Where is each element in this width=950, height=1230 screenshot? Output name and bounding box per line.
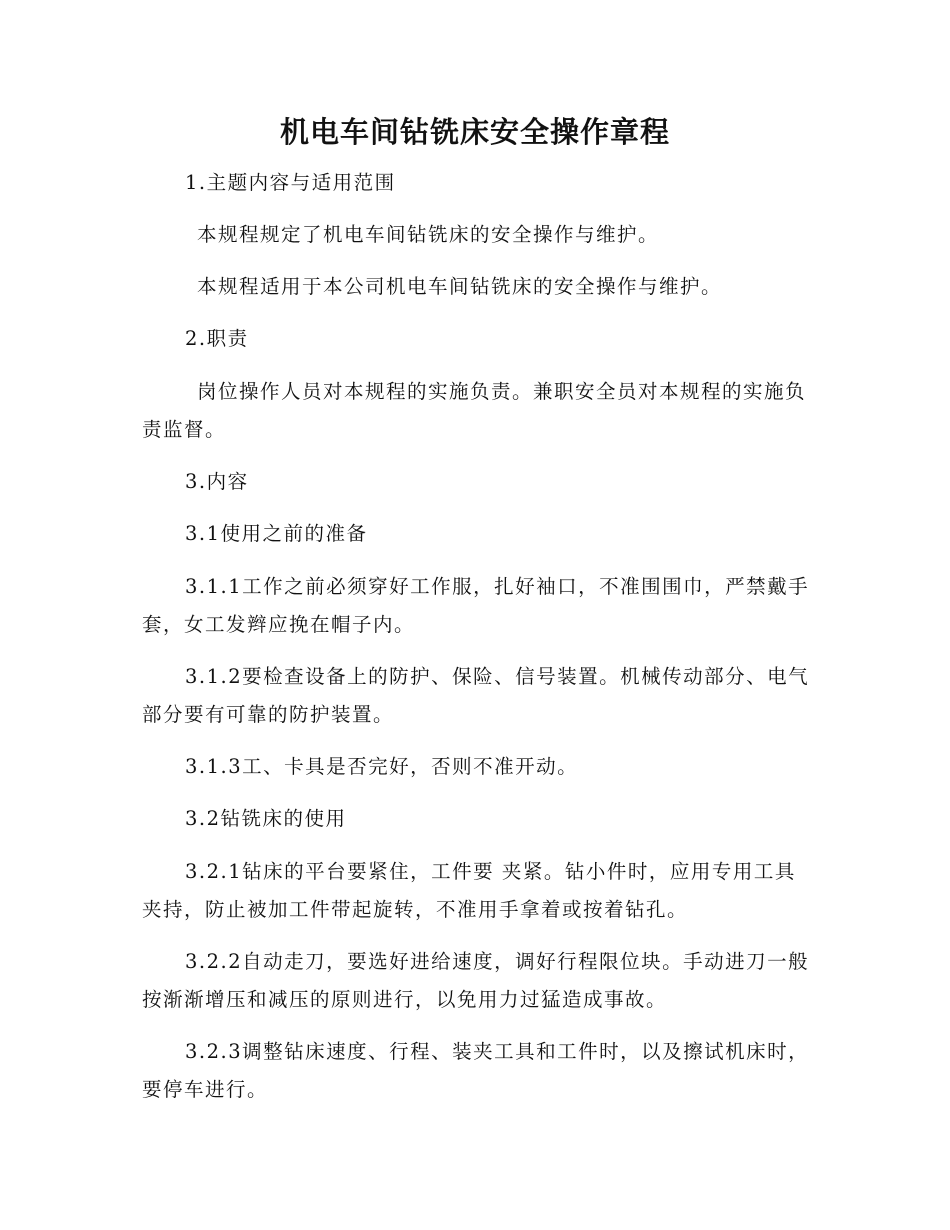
clause-3-1-2: 3.1.2要检查设备上的防护、保险、信号装置。机械传动部分、电气部分要有可靠的防护装置。 bbox=[142, 665, 810, 726]
clause-3-2-1: 3.2.1钻床的平台要紧住，工件要 夹紧。钻小件时，应用专用工具夹持，防止被加工件带起旋转，不准用手拿着或按着钻孔。 bbox=[142, 860, 796, 921]
clause-3-1-3: 3.1.3工、卡具是否完好，否则不准开动。 bbox=[185, 755, 579, 778]
clause-3-1-1: 3.1.1工作之前必须穿好工作服，扎好袖口，不准围围巾，严禁戴手套，女工发辫应挽在帽子内。 bbox=[142, 575, 810, 636]
subsection-heading-3-1: 3.1使用之前的准备 bbox=[185, 522, 368, 545]
clause-3-2-3: 3.2.3调整钻床速度、行程、装夹工具和工件时，以及擦试机床时，要停车进行。 bbox=[142, 1040, 810, 1101]
paragraph-responsibility: 岗位操作人员对本规程的实施负责。兼职安全员对本规程的实施负责监督。 bbox=[142, 380, 807, 441]
clause-3-2-2: 3.2.2自动走刀，要选好进给速度，调好行程限位块。手动进刀一般按渐渐增压和减压的原则进行，以免用力过猛造成事故。 bbox=[142, 950, 810, 1011]
subsection-heading-3-2: 3.2钻铣床的使用 bbox=[185, 807, 347, 830]
section-heading-2: 2.职责 bbox=[185, 327, 249, 350]
paragraph-scope-2: 本规程适用于本公司机电车间钻铣床的安全操作与维护。 bbox=[197, 275, 723, 298]
section-heading-3: 3.内容 bbox=[185, 470, 249, 493]
section-heading-1: 1.主题内容与适用范围 bbox=[185, 171, 396, 194]
document-title: 机电车间钻铣床安全操作章程 bbox=[279, 115, 670, 149]
paragraph-scope-1: 本规程规定了机电车间钻铣床的安全操作与维护。 bbox=[197, 223, 660, 246]
